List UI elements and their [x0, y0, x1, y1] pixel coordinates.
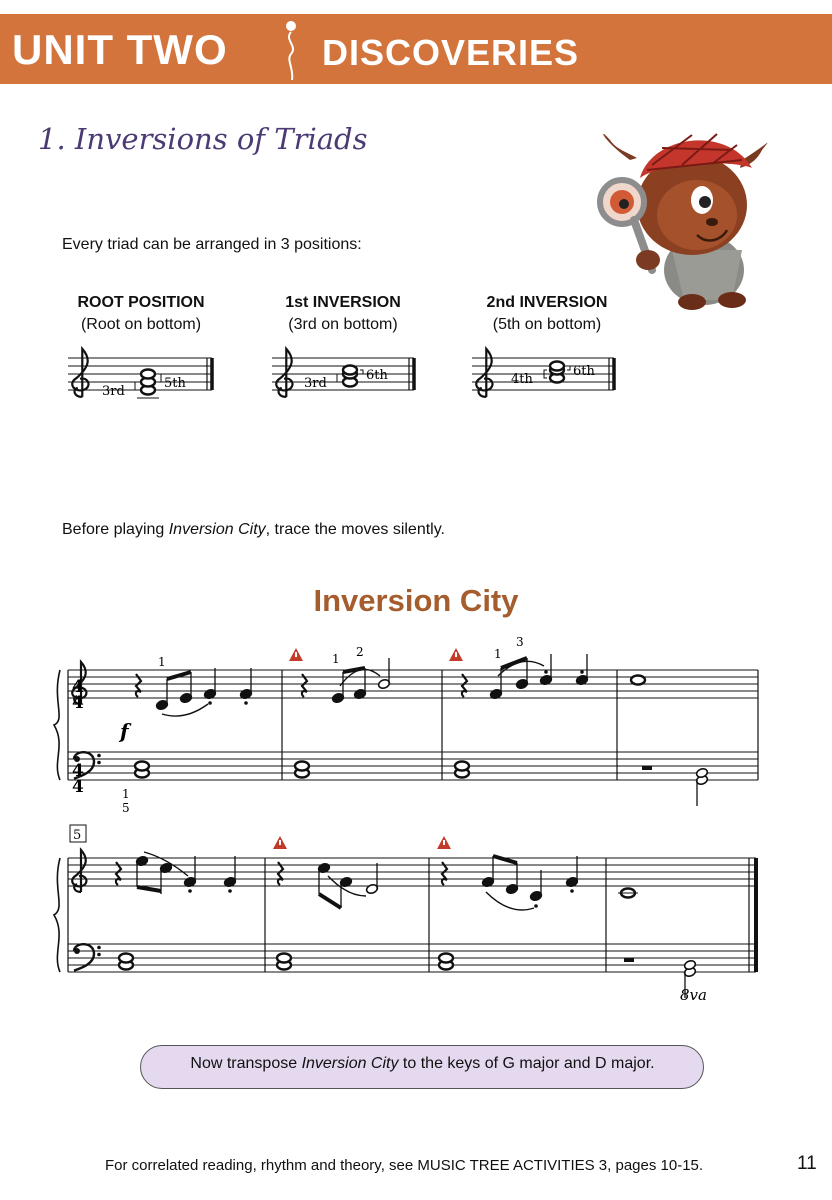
piece-reference: Inversion City	[168, 521, 266, 538]
fingering: 3	[516, 635, 524, 649]
section-title: DISCOVERIES	[322, 32, 580, 73]
position-subtitle: (5th on bottom)	[492, 316, 602, 333]
beam	[167, 672, 191, 679]
position-subtitle: (3rd on bottom)	[288, 316, 398, 333]
whole-note	[277, 954, 291, 963]
bass-clef-dot	[97, 953, 101, 957]
interval-label: 6th	[366, 368, 388, 383]
position-title: 2nd INVERSION	[486, 294, 608, 311]
slur	[162, 704, 208, 716]
treble-clef-icon	[476, 349, 492, 397]
whole-note	[439, 954, 453, 963]
whole-note	[119, 954, 133, 963]
whole-note	[631, 676, 645, 685]
callout-before: Now transpose	[190, 1055, 302, 1072]
fingering: 1	[158, 655, 166, 669]
staccato-dot	[580, 670, 584, 674]
staccato-dot	[188, 889, 192, 893]
instruction-text	[62, 521, 445, 539]
whole-note	[295, 762, 309, 771]
interval-label: 3rd	[304, 376, 327, 391]
treble-clef-icon	[276, 349, 292, 397]
half-rest	[642, 766, 652, 770]
half-rest	[624, 958, 634, 962]
position-subtitle: (Root on bottom)	[80, 316, 202, 333]
treble-ornament-icon	[280, 18, 304, 82]
interval-label: 4th	[511, 372, 533, 387]
slur	[486, 892, 534, 910]
fingering: 1	[494, 647, 502, 661]
score-system-2	[40, 820, 780, 1020]
interval-bracket	[360, 370, 363, 374]
beam	[319, 894, 341, 908]
time-signature-bottom: 4	[72, 777, 84, 797]
interval-label: 3rd	[102, 384, 125, 399]
intro-text: Every triad can be arranged in 3 positions:	[62, 236, 362, 253]
staccato-dot	[544, 670, 548, 674]
callout-piece-reference: Inversion City	[301, 1055, 399, 1072]
grand-staff-brace	[54, 858, 60, 972]
interval-bracket	[135, 382, 138, 390]
time-signature-top: 4	[72, 761, 84, 781]
treble-clef-icon	[72, 349, 88, 397]
measure-number: 5	[73, 828, 82, 843]
time-signature-top: 4	[72, 677, 84, 697]
triad-examples	[0, 340, 832, 420]
interval-bracket	[337, 374, 340, 382]
bass-clef-dot	[97, 946, 101, 950]
dynamic-marking: f	[120, 719, 129, 743]
interval-bracket	[567, 366, 570, 370]
warning-mark	[295, 652, 297, 657]
unit-title: UNIT TWO	[12, 26, 228, 73]
staccato-dot	[244, 701, 248, 705]
page-number: 11	[797, 1153, 817, 1174]
staccato-dot	[570, 889, 574, 893]
bass-clef-dot	[74, 948, 80, 954]
slur	[498, 661, 544, 676]
interval-bracket	[158, 374, 161, 382]
score-system-1	[40, 630, 780, 820]
warning-mark	[443, 840, 445, 845]
position-title: 1st INVERSION	[285, 294, 401, 311]
fingering: 2	[356, 645, 364, 659]
whole-note	[135, 762, 149, 771]
transpose-callout-text	[140, 1055, 705, 1073]
detective-mascot-icon	[592, 120, 772, 315]
instruction-after: , trace the moves silently.	[265, 521, 445, 538]
whole-note	[141, 370, 155, 379]
grand-staff-brace	[54, 670, 60, 780]
beam	[137, 887, 161, 891]
lesson-title: 1. Inversions of Triads	[38, 122, 368, 156]
whole-note	[550, 362, 564, 371]
fingering: 1	[332, 652, 340, 666]
position-title: ROOT POSITION	[77, 294, 205, 311]
staccato-dot	[208, 701, 212, 705]
whole-note	[455, 762, 469, 771]
beam	[501, 658, 527, 668]
footer-note: For correlated reading, rhythm and theory, see MUSIC TREE ACTIVITIES 3, pages 10-15.	[105, 1157, 704, 1174]
piece-title: Inversion City	[313, 583, 519, 618]
interval-label: 6th	[573, 364, 595, 379]
interval-label: 5th	[164, 376, 186, 391]
callout-after: to the keys of G major and D major.	[398, 1055, 655, 1072]
warning-mark	[279, 840, 281, 845]
time-signature-bottom: 4	[72, 693, 84, 713]
staccato-dot	[228, 889, 232, 893]
staccato-dot	[534, 904, 538, 908]
bass-clef-dot	[97, 761, 101, 765]
beam	[493, 856, 517, 863]
bass-clef-dot	[97, 754, 101, 758]
instruction-before: Before playing	[62, 521, 169, 538]
treble-clef-icon	[72, 850, 86, 892]
warning-mark	[455, 652, 457, 657]
ottava-marking: 8va	[680, 986, 707, 1004]
whole-note	[343, 366, 357, 375]
fingering: 1	[122, 787, 130, 801]
fingering: 5	[122, 801, 130, 815]
